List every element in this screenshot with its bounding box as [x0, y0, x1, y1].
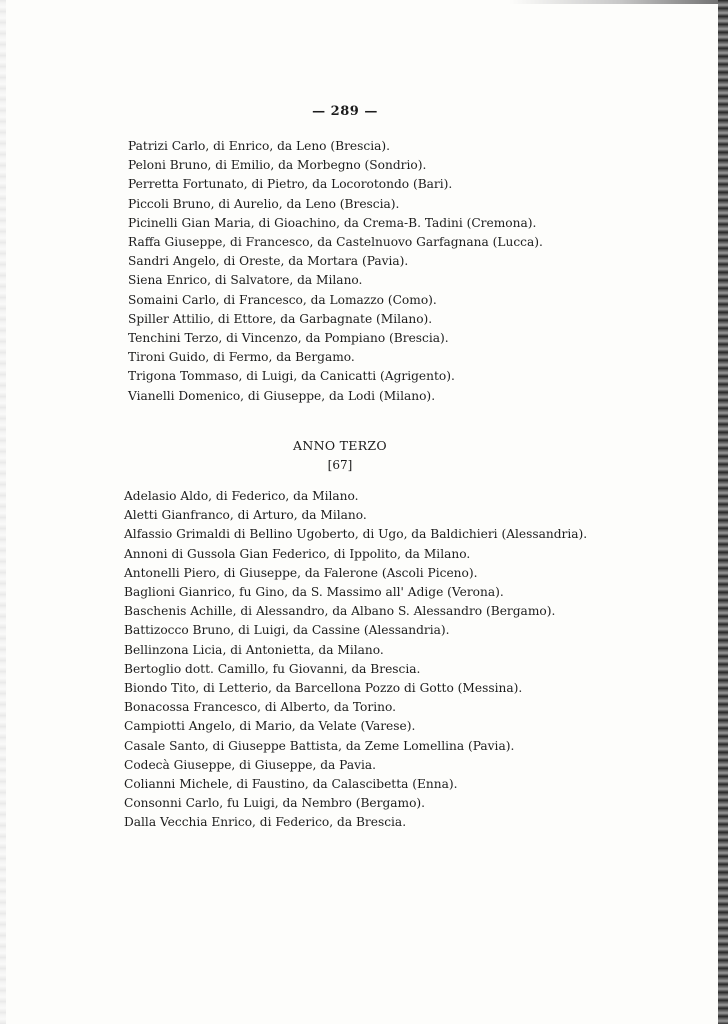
list-item: Casale Santo, di Giuseppe Battista, da Zeme Lomellina (Pavia).: [124, 738, 515, 753]
list-item: Adelasio Aldo, di Federico, da Milano.: [124, 489, 359, 503]
list-item: Bertoglio dott. Camillo, fu Giovanni, da Brescia.: [124, 661, 421, 676]
list-item: Consonni Carlo, fu Luigi, da Nembro (Bergamo).: [124, 796, 426, 811]
list-item: Campiotti Angelo, di Mario, da Velate (Varese).: [124, 719, 416, 734]
list-item: Piccoli Bruno, di Aurelio, da Leno (Brescia).: [128, 196, 400, 211]
list-item: Raffa Giuseppe, di Francesco, da Castelnuovo Garfagnana (Lucca).: [128, 235, 543, 250]
list-item: Trigona Tommaso, di Luigi, da Canicatti (Agrigento).: [128, 369, 455, 384]
list-item: Perretta Fortunato, di Pietro, da Locorotondo (Bari).: [128, 177, 453, 192]
scan-edge-top: [0, 0, 728, 4]
first-name-list: [128, 137, 568, 406]
list-item: Siena Enrico, di Salvatore, da Milano.: [128, 273, 363, 288]
list-item: Sandri Angelo, di Oreste, da Mortara (Pavia).: [128, 254, 409, 269]
list-item: Antonelli Piero, di Giuseppe, da Falerone (Ascoli Piceno).: [124, 565, 478, 580]
list-item: Codecà Giuseppe, di Giuseppe, da Pavia.: [124, 757, 377, 772]
list-item: Bellinzona Licia, di Antonietta, da Milano.: [124, 642, 384, 657]
list-item: Alfassio Grimaldi di Bellino Ugoberto, di Ugo, da Baldichieri (Alessandria).: [124, 527, 588, 542]
list-item: Peloni Bruno, di Emilio, da Morbegno (Sondrio).: [128, 158, 427, 173]
page-number: — 289 —: [312, 104, 378, 119]
scan-edge-left: [0, 0, 6, 1024]
list-item: Bonacossa Francesco, di Alberto, da Torino.: [124, 700, 396, 715]
list-item: Patrizi Carlo, di Enrico, da Leno (Brescia).: [128, 139, 391, 153]
second-name-list: [124, 487, 588, 833]
list-item: Battizocco Bruno, di Luigi, da Cassine (Alessandria).: [124, 623, 450, 638]
list-item: Somaini Carlo, di Francesco, da Lomazzo (Como).: [128, 292, 437, 307]
list-item: Vianelli Domenico, di Giuseppe, da Lodi (Milano).: [128, 388, 436, 403]
list-item: Aletti Gianfranco, di Arturo, da Milano.: [124, 508, 367, 523]
list-item: Biondo Tito, di Letterio, da Barcellona Pozzo di Gotto (Messina).: [124, 681, 523, 696]
list-item: Annoni di Gussola Gian Federico, di Ippolito, da Milano.: [124, 546, 471, 561]
section-title: ANNO TERZO: [293, 438, 387, 453]
list-item: Picinelli Gian Maria, di Gioachino, da Crema-B. Tadini (Cremona).: [128, 215, 537, 230]
list-item: Tenchini Terzo, di Vincenzo, da Pompiano (Brescia).: [128, 331, 449, 346]
list-item: Dalla Vecchia Enrico, di Federico, da Brescia.: [124, 815, 407, 830]
list-item: Tironi Guido, di Fermo, da Bergamo.: [128, 350, 355, 365]
list-item: Baglioni Gianrico, fu Gino, da S. Massimo all' Adige (Verona).: [124, 585, 504, 600]
section-count: [67]: [327, 458, 353, 472]
list-item: Baschenis Achille, di Alessandro, da Albano S. Alessandro (Bergamo).: [124, 604, 556, 619]
scan-edge-right: [718, 0, 728, 1024]
list-item: Colianni Michele, di Faustino, da Calascibetta (Enna).: [124, 777, 458, 792]
list-item: Spiller Attilio, di Ettore, da Garbagnate (Milano).: [128, 311, 433, 326]
